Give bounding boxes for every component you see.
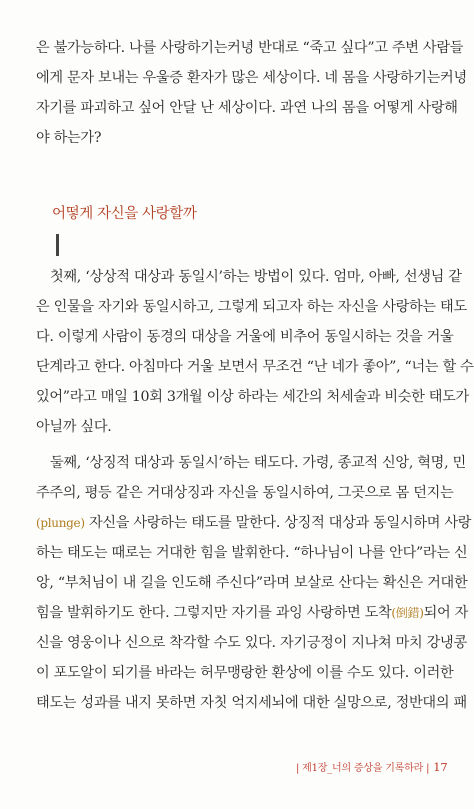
heading-bar — [56, 234, 59, 256]
text-line: 은 인물을 자기와 동일시하고, 그렇게 되고자 하는 자신을 사랑하는 태도 — [36, 299, 467, 315]
text-line: 야 하는가? — [36, 130, 102, 146]
text-line: 이 포도알이 되기를 바라는 허무맹랑한 환상에 이를 수도 있다. 이러한 — [36, 665, 454, 681]
first-paragraph — [36, 262, 474, 442]
text-line: 하는 태도는 때로는 거대한 힘을 발휘한다. “하나님이 나를 안다”라는 신 — [36, 545, 468, 561]
text-line: 태도는 성과를 내지 못하면 자칫 억지세뇌에 대한 실망으로, 정반대의 패 — [36, 695, 467, 711]
text-line: 있어”라고 매일 10회 3개월 이상 하라는 세간의 처세술과 비슷한 태도가 — [36, 389, 469, 405]
chapter-title: | 제1장_너의 증상을 기록하라 | — [296, 763, 430, 774]
intro-paragraph — [36, 33, 467, 153]
running-footer — [296, 759, 448, 774]
page-number: 17 — [433, 760, 448, 774]
plunge-annotation: (plunge) — [36, 516, 85, 530]
section-heading: 어떻게 자신을 사랑할까 — [52, 206, 197, 222]
text-line: 아닐까 싶다. — [36, 419, 112, 435]
line-pre: 힘을 발휘하기도 한다. 그렇지만 자기를 과잉 사랑하면 도착 — [36, 605, 392, 621]
line-post: 되어 자 — [423, 605, 469, 621]
text-line: 단계라고 한다. 아침마다 거울 보면서 무조건 “난 네가 좋아”, “너는 할 수 — [36, 359, 474, 375]
text-line: 첫째, ‘상상적 대상과 동일시’하는 방법이 있다. 엄마, 아빠, 선생님 같 — [50, 269, 462, 285]
line-rest: 자신을 사랑하는 태도를 말한다. 상징적 대상과 동일시하며 사랑 — [84, 515, 472, 531]
text-line: 주주의, 평등 같은 거대상징과 자신을 동일시하여, 그곳으로 몸 던지는 — [36, 485, 454, 501]
text-line — [36, 598, 469, 628]
text-line: 에게 문자 보내는 우울증 환자가 많은 세상이다. 네 몸을 사랑하기는커녕 — [36, 70, 467, 86]
hanja-annotation: (倒錯) — [391, 606, 424, 620]
text-line: 은 불가능하다. 나를 사랑하기는커녕 반대로 “죽고 싶다”고 주변 사람들 — [36, 40, 464, 56]
text-line: 둘째, ‘상징적 대상과 동일시’하는 태도다. 가령, 종교적 신앙, 혁명, 민 — [50, 455, 466, 471]
second-paragraph — [36, 448, 472, 718]
text-line: 다. 이렇게 사람이 동경의 대상을 거울에 비추어 동일시하는 것을 거울 — [36, 329, 454, 345]
text-line: 신을 영웅이나 신으로 착각할 수도 있다. 자기긍정이 지나쳐 마치 강냉콩 — [36, 635, 467, 651]
text-line — [36, 508, 472, 538]
text-line: 앙, “부처님이 내 길을 인도해 주신다”라며 보살로 산다는 확신은 거대한 — [36, 575, 468, 591]
text-line: 자기를 파괴하고 싶어 안달 난 세상이다. 과연 나의 몸을 어떻게 사랑해 — [36, 100, 458, 116]
